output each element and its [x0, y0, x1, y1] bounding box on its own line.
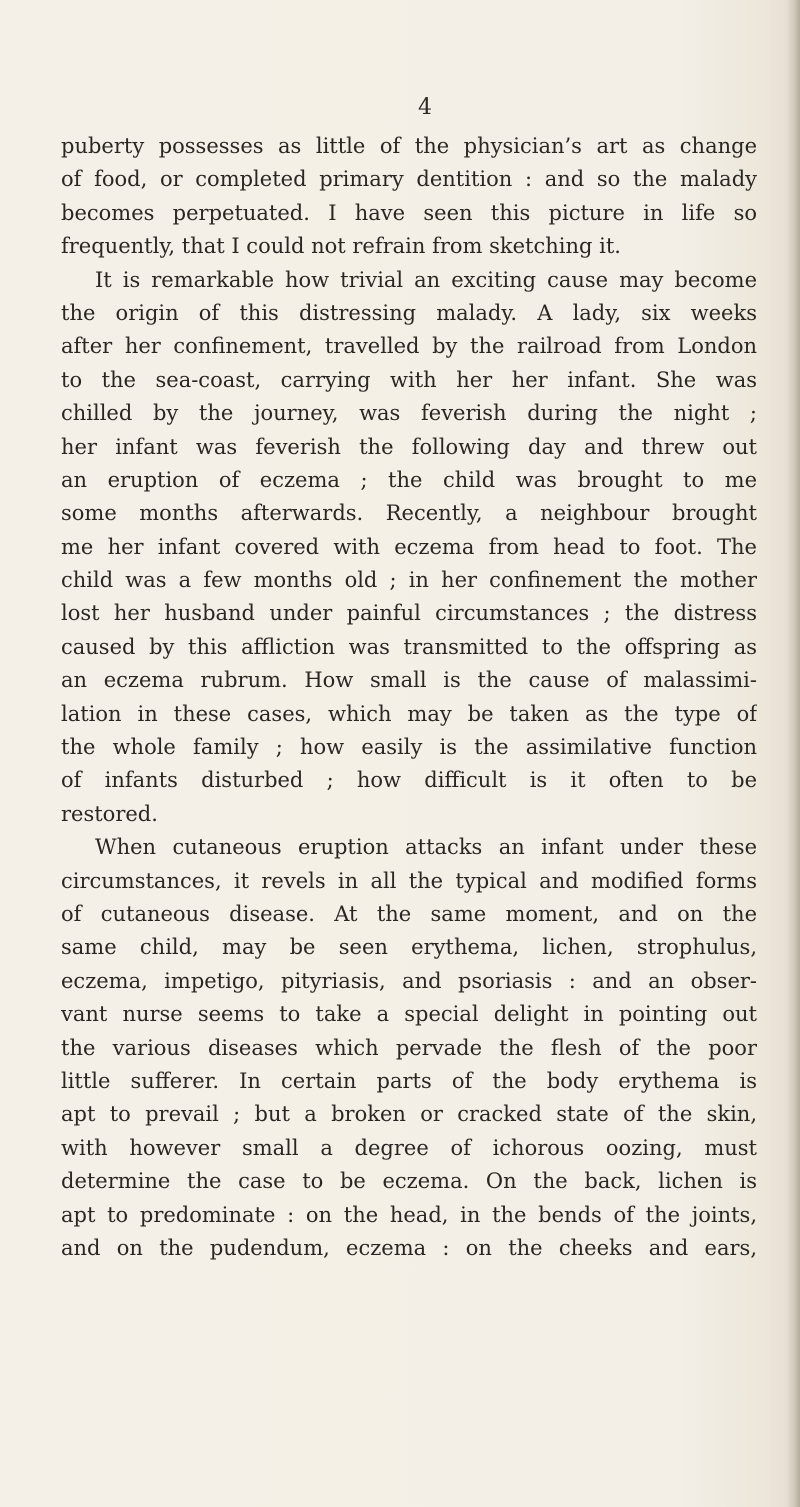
text-line: an eczema rubrum. How small is the cause of malassimi- [61, 668, 757, 693]
text-line: apt to predominate : on the head, in the bends of the joints, [61, 1202, 757, 1227]
page-number: 4 [418, 95, 432, 120]
text-line: little sufferer. In certain parts of the body erythema is [61, 1068, 757, 1093]
text-line: with however small a degree of ichorous oozing, must [61, 1135, 757, 1160]
text-line: restored. [61, 801, 158, 826]
page-edge-shadow [786, 0, 800, 1507]
text-line: chilled by the journey, was feverish during the night ; [61, 401, 757, 426]
body-text [61, 130, 757, 1265]
text-line: becomes perpetuated. I have seen this picture in life so [61, 200, 757, 225]
text-line: apt to prevail ; but a broken or cracked state of the skin, [61, 1102, 757, 1127]
text-line: and on the pudendum, eczema : on the cheeks and ears, [61, 1235, 757, 1260]
text-line: vant nurse seems to take a special delight in pointing out [61, 1002, 757, 1027]
text-line: after her confinement, travelled by the railroad from London [61, 334, 757, 359]
text-line: frequently, that I could not refrain from sketching it. [61, 234, 621, 259]
text-line: of infants disturbed ; how difficult is it often to be [61, 768, 757, 793]
text-line: child was a few months old ; in her confinement the mother [61, 568, 757, 593]
text-line: lost her husband under painful circumstances ; the distress [61, 601, 757, 626]
text-line: same child, may be seen erythema, lichen, strophulus, [61, 935, 757, 960]
text-line: me her infant covered with eczema from head to foot. The [61, 534, 757, 559]
text-line: caused by this affliction was transmitted to the offspring as [61, 634, 757, 659]
text-line: of food, or completed primary dentition : and so the malady [61, 167, 757, 192]
text-line: an eruption of eczema ; the child was brought to me [61, 467, 757, 492]
text-line: When cutaneous eruption attacks an infant under these [95, 835, 757, 860]
text-line: of cutaneous disease. At the same moment, and on the [61, 901, 757, 926]
text-line: circumstances, it revels in all the typical and modified forms [61, 868, 757, 893]
text-line: some months afterwards. Recently, a neighbour brought [61, 501, 757, 526]
text-line: her infant was feverish the following day and threw out [61, 434, 757, 459]
text-line: puberty possesses as little of the physician’s art as change [61, 134, 757, 158]
text-line: determine the case to be eczema. On the back, lichen is [61, 1169, 757, 1194]
text-line: It is remarkable how trivial an exciting cause may become [95, 267, 757, 292]
text-line: to the sea-coast, carrying with her her infant. She was [61, 367, 757, 392]
text-line: the whole family ; how easily is the assimilative function [61, 735, 757, 760]
text-line: eczema, impetigo, pityriasis, and psoriasis : and an obser- [61, 968, 757, 993]
text-line: the various diseases which pervade the flesh of the poor [61, 1035, 757, 1060]
text-line: the origin of this distressing malady. A lady, six weeks [61, 300, 757, 325]
text-line: lation in these cases, which may be taken as the type of [61, 701, 757, 726]
